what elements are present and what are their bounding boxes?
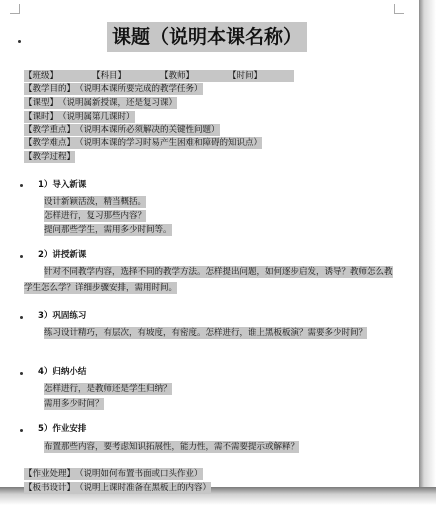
margin-mark-top-right [394,4,404,14]
section-heading[interactable]: 4）归纳小结 [38,367,87,377]
grade-label: 【班级】 [24,71,59,81]
section-line[interactable]: 怎样进行，是教师还是学生归纳？ [44,384,172,394]
teacher-label: 【教师】 [160,71,195,81]
bullet-marker [20,255,23,258]
section-heading[interactable]: 1）导入新课 [38,180,87,190]
paragraph-text: 针对不同教学内容，选择不同的教学方法。怎样提出问题，如何逐步启发，诱导？教师怎么教学生怎么学？详细步骤安排，需用时间。 [24,267,393,293]
process-line[interactable]: 【教学过程】 [24,152,76,162]
section-heading[interactable]: 3）巩固练习 [38,311,87,321]
bullet-marker [20,372,23,375]
margin-mark-top-left [10,4,20,14]
board-design-line[interactable]: 【板书设计】 （说明上课时准备在黑板上的内容） [24,483,212,493]
info-row[interactable] [24,70,294,82]
subject-label: 【科目】 [92,71,127,81]
objectives-line[interactable]: 【教学目的】 （说明本课所要完成的教学任务） [24,84,203,94]
lesson-type-line[interactable]: 【课型】 （说明属新授课，还是复习课） [24,98,178,108]
paragraph-text: 练习设计精巧，有层次，有坡度，有密度。怎样进行，谁上黑板板演？需要多少时间？ [44,328,368,338]
section-line[interactable]: 怎样进行，复习那些内容？ [44,211,147,221]
homework-line[interactable]: 【作业处理】 （说明如何布置书面或口头作业） [24,469,203,479]
bullet-marker [18,40,21,43]
key-points-line[interactable]: 【教学重点】 （说明本课所必须解决的关键性问题） [24,125,220,135]
page-shadow-right [419,0,436,505]
bullet-marker [20,429,23,432]
section-line[interactable]: 设计新颖活泼，精当概括。 [44,197,147,207]
section-heading[interactable]: 2）讲授新课 [38,250,87,260]
difficulties-line[interactable]: 【教学难点】 （说明本课的学习时易产生困难和障碍的知识点） [24,138,263,148]
section-paragraph[interactable] [24,265,394,296]
section-line[interactable]: 布置那些内容，要考虑知识拓展性，能力性，需不需要提示或解释？ [44,442,300,452]
section-line[interactable]: 需用多少时间？ [44,399,104,409]
bullet-marker [20,184,23,187]
period-line[interactable]: 【课时】 （说明属第几课时） [24,112,135,122]
document-title[interactable]: 课题（说明本课名称） [107,22,307,52]
section-paragraph[interactable] [24,326,389,342]
section-line[interactable]: 提问那些学生，需用多少时间等。 [44,225,172,235]
bullet-marker [20,316,23,319]
section-heading[interactable]: 5）作业安排 [38,424,87,434]
time-label: 【时间】 [228,71,263,81]
